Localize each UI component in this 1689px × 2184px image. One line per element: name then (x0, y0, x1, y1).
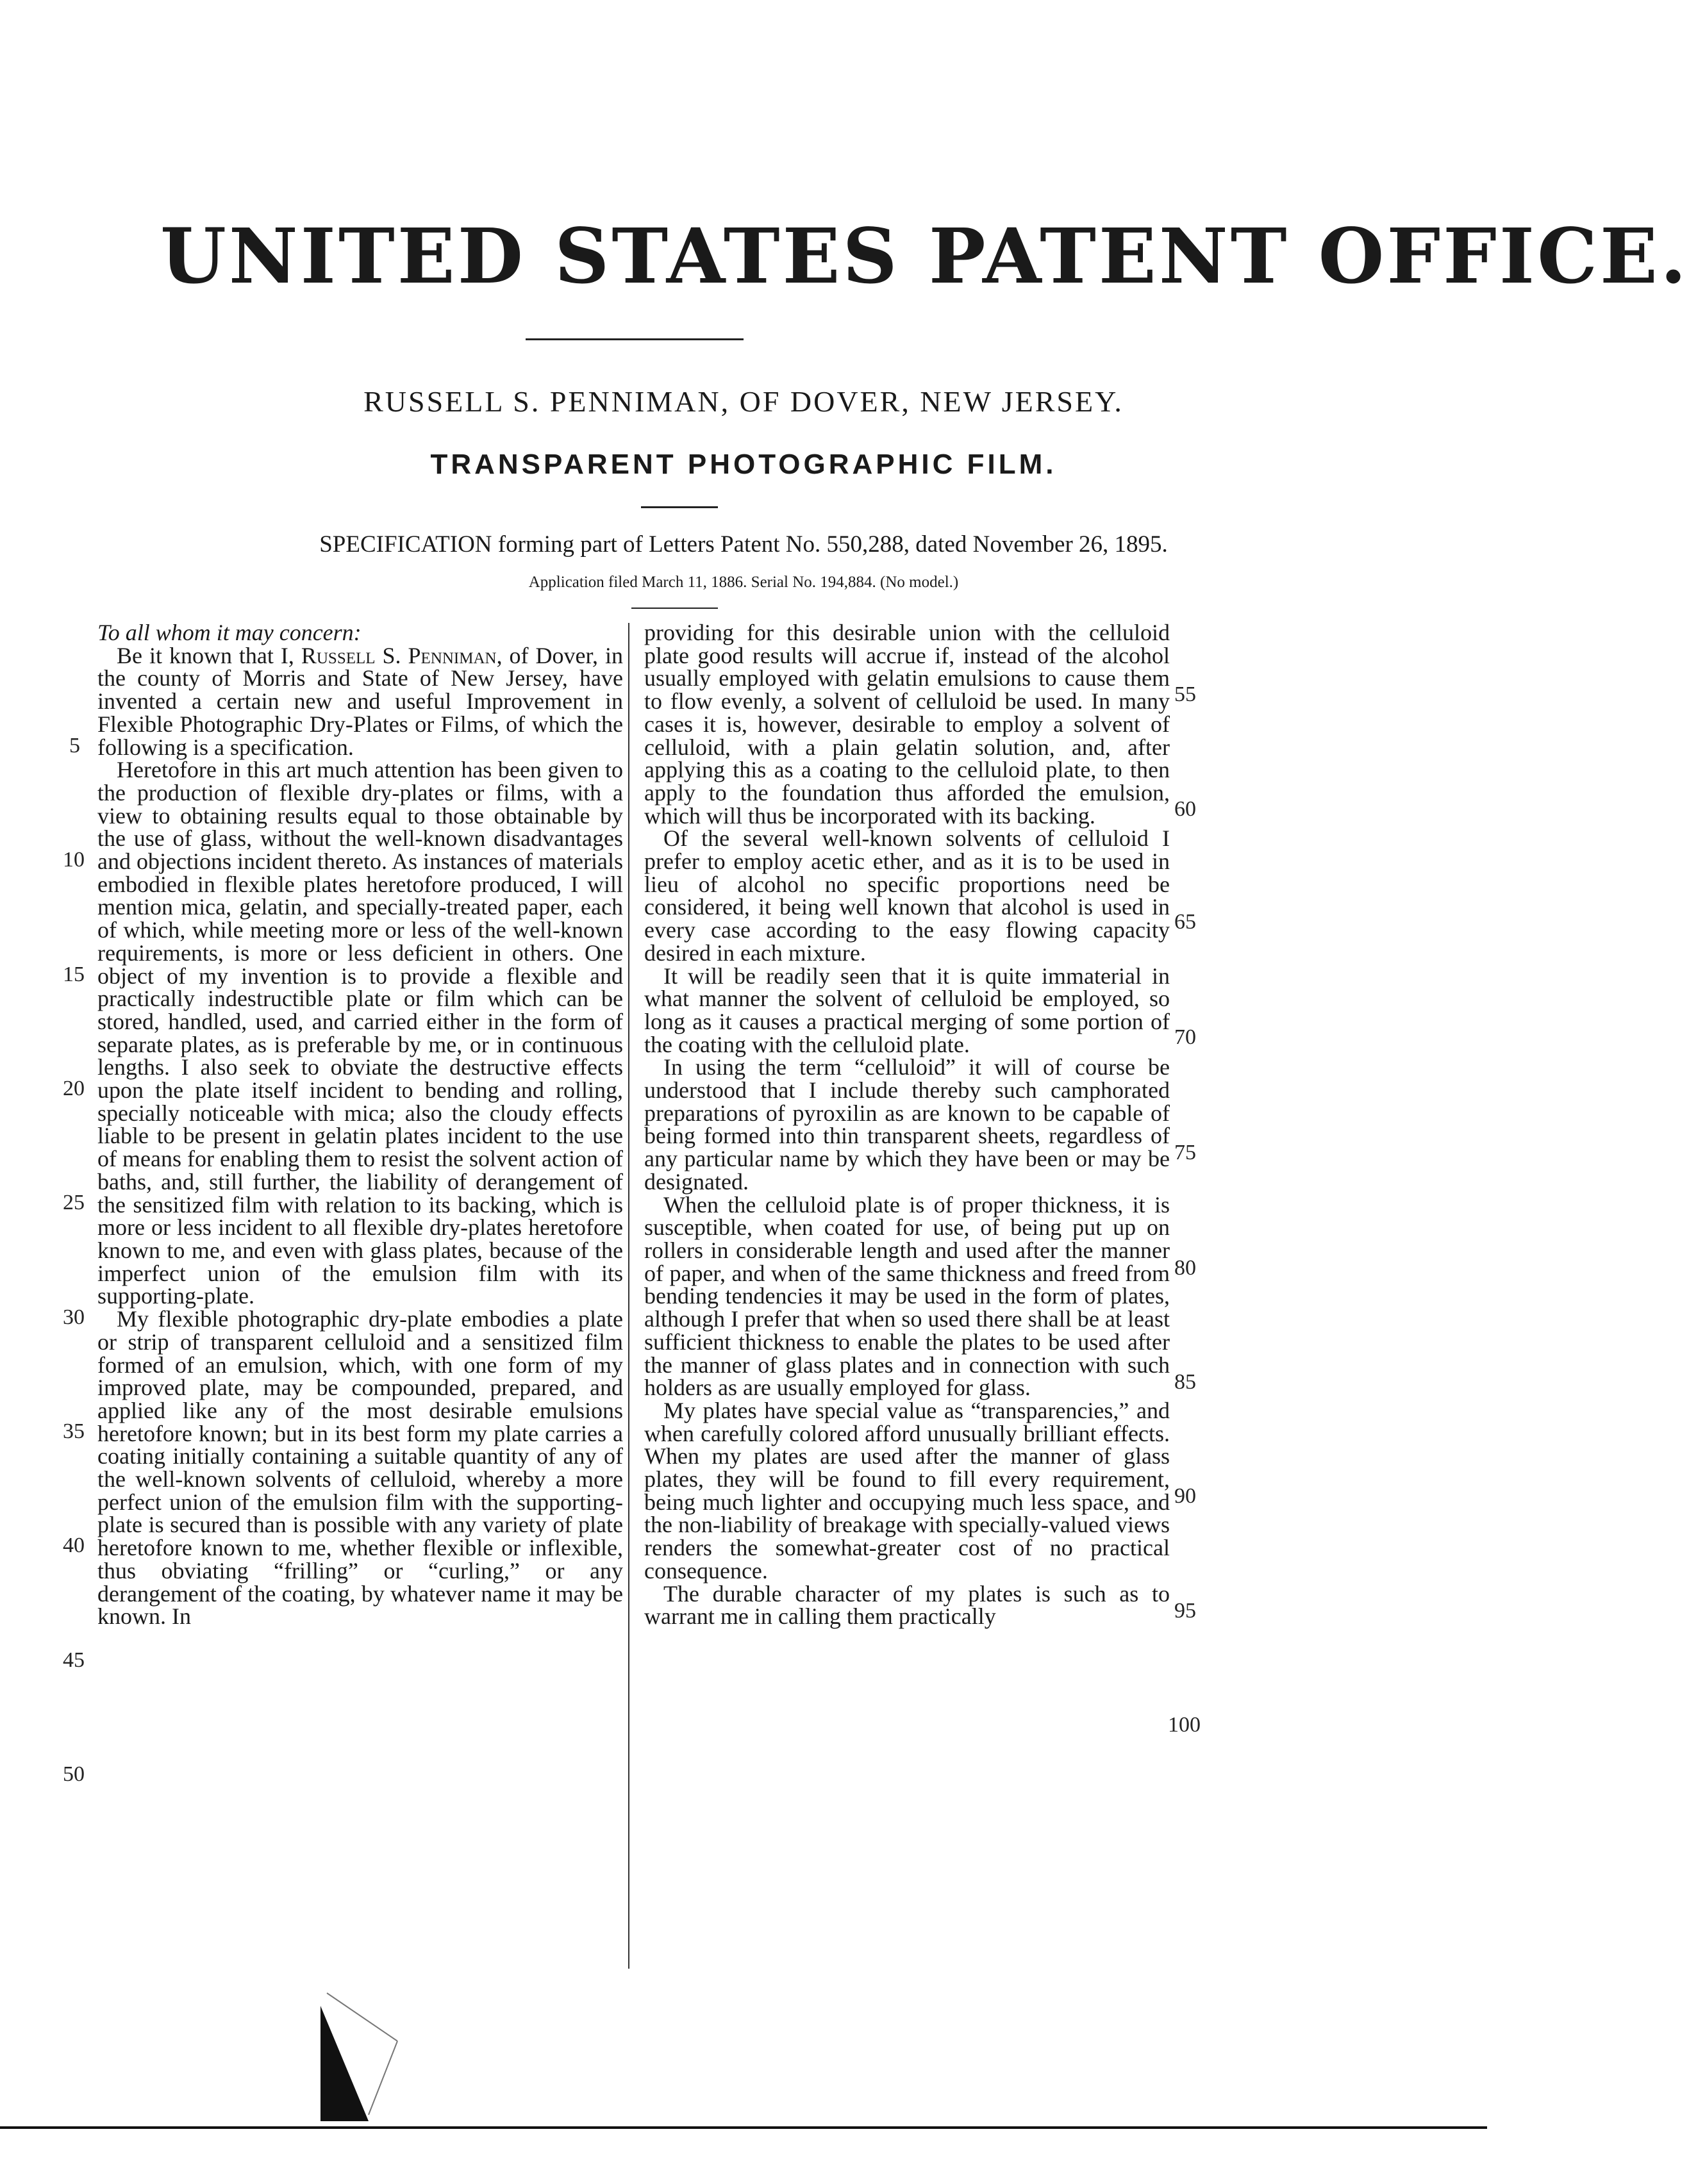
paragraph: In using the term “celluloid” it will of course be understood that I include thereby such camphorated preparations of pyroxilin as are known to be capable of being formed into thin transparent sheets, regardless of any particular name by which they have been or may be designated. (644, 1054, 1170, 1195)
office-title: UNITED STATES PATENT OFFICE. (160, 211, 1689, 301)
line-number: 25 (63, 1191, 85, 1214)
right-column (644, 622, 1170, 1628)
line-number: 60 (1174, 797, 1196, 821)
line-number: 85 (1174, 1370, 1196, 1394)
document-title: TRANSPARENT PHOTOGRAPHIC FILM. (430, 449, 1057, 480)
specification-line: SPECIFICATION forming part of Letters Patent No. 550,288, dated November 26, 1895. (319, 531, 1168, 558)
paragraph: When the celluloid plate is of proper thickness, it is susceptible, when coated for use, of being put up on rollers in considerable length and used after the manner of paper, and when of the same thickness and freed from bending tendencies it may be used in the form of plates, although I prefer that when so used there shall be at least sufficient thickness to enable the plates to be used after the manner of glass plates and in connection with such holders as are usually employed for glass. (644, 1191, 1170, 1401)
application-line: Application filed March 11, 1886. Serial No. 194,884. (No model.) (528, 574, 959, 591)
line-number: 95 (1174, 1599, 1196, 1623)
paragraph-text: Be it known that I, (117, 642, 301, 668)
line-number: 55 (1174, 682, 1196, 706)
title-rule (526, 338, 744, 340)
paragraph: It will be readily seen that it is quite immaterial in what manner the solvent of celluloid be employed, so long as it causes a practical merging of some portion of the coating with the celluloid plate. (644, 963, 1170, 1057)
line-number: 75 (1174, 1141, 1196, 1164)
line-number: 30 (63, 1305, 85, 1329)
paragraph: providing for this desirable union with the celluloid plate good results will accrue if, instead of the alcohol usually employed with gelatin emulsions to cause them to flow evenly, a solvent of celluloid be used. In many cases it is, however, desirable to employ a solvent of celluloid, with a plain gelatin solution, and, after applying this as a coating to the celluloid plate, to then apply to the foundation thus afforded the emulsion, which will thus be incorporated with its backing. (644, 620, 1170, 829)
line-number: 65 (1174, 910, 1196, 934)
line-number: 5 (69, 734, 80, 757)
salutation: To all whom it may concern: (97, 620, 362, 645)
paragraph: The durable character of my plates is such as to warrant me in calling them practically (644, 1580, 1170, 1630)
paragraph: Of the several well-known solvents of celluloid I prefer to employ acetic ether, and as it is to be used in lieu of alcohol no specific proportions need be considered, it being well known that alcohol is used in every case according to the easy flowing capacity desired in each mixture. (644, 825, 1170, 966)
paragraph: Heretofore in this art much attention has been given to the production of flexible dry-plates or films, with a view to obtaining results equal to those obtainable by the use of glass, without the well-known disadvantages and objections incident thereto. As instances of materials embodied in flexible plates heretofore produced, I will mention mica, gelatin, and specially-treated paper, each of which, while meeting more or less of the well-known requirements, is more or less deficient in others. One object of my invention is to provide a flexible and practically indestructible plate or film which can be stored, handled, used, and carried either in the form of separate plates, as is preferable by me, or in continuous lengths. I also seek to obviate the destructive effects upon the plate itself incident to bending and rolling, specially noticeable with mica; also the cloudy effects liable to be present in gelatin plates incident to the use of means for enabling them to resist the solvent action of baths, and, still further, the liability of derangement of the sensitized film with relation to its backing, which is more or less incident to all flexible dry-plates heretofore known to me, and even with glass plates, because of the imperfect union of the emulsion film with its supporting-plate. (97, 757, 623, 1309)
line-number: 35 (63, 1419, 85, 1443)
line-number: 15 (63, 963, 85, 986)
line-number: 50 (63, 1762, 85, 1786)
header-divider (631, 608, 718, 609)
line-number: 45 (63, 1648, 85, 1672)
paragraph: My plates have special value as “transparencies,” and when carefully colored afford unusually brilliant effects. When my plates are used after the manner of glass plates, they will be found to fill every requirement, being much lighter and occupying much less space, and the non-liability of breakage with specially-valued views renders the somewhat-greater cost of no practical consequence. (644, 1397, 1170, 1584)
subtitle-rule (641, 506, 718, 508)
line-number: 80 (1174, 1256, 1196, 1280)
line-number: 20 (63, 1077, 85, 1100)
column-divider (628, 623, 629, 1969)
paragraph: My flexible photographic dry-plate embodies a plate or strip of transparent celluloid and a sensitized film formed of an emulsion, which, with one form of my improved plate, may be compounded, prepared, and applied like any of the most desirable emulsions heretofore known; but in its best form my plate carries a coating initially containing a suitable quantity of any of the well-known solvents of celluloid, whereby a more perfect union of the emulsion film with the supporting-plate is secured than is possible with any variety of plate heretofore known to me, whether flexible or inflexible, thus obviating “frilling” or “curling,” or any derangement of the coating, by whatever name it may be known. In (97, 1306, 623, 1630)
line-number: 90 (1174, 1484, 1196, 1508)
line-number: 10 (63, 848, 85, 872)
inventor-name: Russell S. Penniman (301, 642, 497, 668)
line-number: 100 (1168, 1713, 1201, 1737)
paragraph-text: , of Dover, in the county of Morris and State of New Jersey, have invented a certain new and useful Improvement in Flexible Photographic Dry-Plates or Films, of which the following is a specification. (97, 642, 623, 760)
left-column (97, 622, 623, 1628)
scan-artifact-mark (308, 1980, 423, 2121)
line-number: 40 (63, 1534, 85, 1557)
bottom-rule (0, 2126, 1487, 2129)
paragraph (97, 642, 623, 760)
inventor-line: RUSSELL S. PENNIMAN, OF DOVER, NEW JERSEY. (363, 385, 1124, 418)
line-number: 70 (1174, 1025, 1196, 1049)
